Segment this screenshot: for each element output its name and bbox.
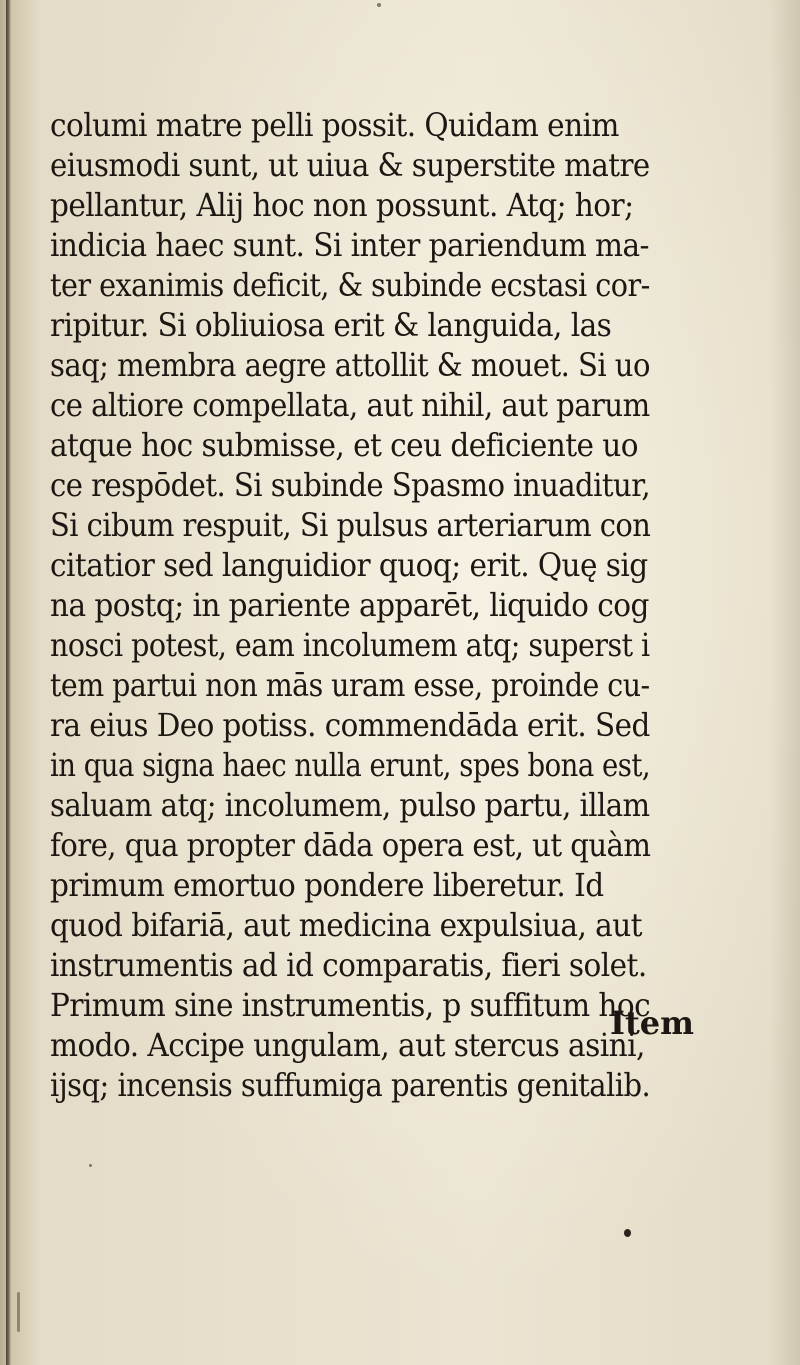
text-line: ter exanimis deficit, & subinde ecstasi cor- bbox=[50, 266, 650, 304]
text-line: eiusmodi sunt, ut uiua & superstite matre bbox=[50, 146, 650, 184]
page-edge-shadow bbox=[770, 0, 800, 1365]
text-line: modo. Accipe ungulam, aut stercus asini, bbox=[50, 1026, 645, 1064]
text-line: atque hoc submisse, et ceu deficiente uo bbox=[50, 426, 639, 464]
text-line: na postq; in pariente apparēt, liquido cog bbox=[50, 586, 649, 624]
text-line: fore, qua propter dāda opera est, ut quàm bbox=[50, 826, 651, 864]
text-line: tem partui non mās uram esse, proinde cu- bbox=[50, 666, 650, 704]
text-line: saluam atq; incolumem, pulso partu, illam bbox=[50, 786, 650, 824]
text-line: instrumentis ad id comparatis, fieri solet. bbox=[50, 946, 647, 984]
text-line: primum emortuo pondere liberetur. Id bbox=[50, 866, 604, 904]
paper-speck bbox=[89, 1164, 92, 1167]
text-line: ce respōdet. Si subinde Spasmo inuaditur, bbox=[50, 466, 651, 504]
text-block bbox=[50, 105, 700, 1105]
text-line: quod bifariā, aut medicina expulsiua, aut bbox=[50, 906, 642, 944]
ink-dot bbox=[624, 1229, 631, 1237]
text-line: ijsq; incensis suffumiga parentis genitalib. bbox=[50, 1066, 651, 1104]
text-line: columi matre pelli possit. Quidam enim bbox=[50, 106, 619, 144]
text-line: indicia haec sunt. Si inter pariendum ma- bbox=[50, 226, 649, 264]
text-line: ra eius Deo potiss. commendāda erit. Sed bbox=[50, 706, 650, 744]
catchword: Item bbox=[610, 1004, 694, 1042]
text-line: Si cibum respuit, Si pulsus arteriarum con bbox=[50, 506, 651, 544]
text-line: saq; membra aegre attollit & mouet. Si uo bbox=[50, 346, 650, 384]
text-line: in qua signa haec nulla erunt, spes bona est, bbox=[50, 746, 651, 784]
text-line: ripitur. Si obliuiosa erit & languida, las bbox=[50, 306, 612, 344]
text-line: pellantur, Alij hoc non possunt. Atq; hor; bbox=[50, 186, 634, 224]
text-line: ce altiore compellata, aut nihil, aut parum bbox=[50, 386, 650, 424]
paper-speck bbox=[17, 1292, 20, 1332]
text-line: nosci potest, eam incolumem atq; superst i bbox=[50, 626, 650, 664]
binding-gutter bbox=[6, 0, 11, 1365]
paper-speck bbox=[377, 3, 381, 7]
text-line: Primum sine instrumentis, p suffitum hoc bbox=[50, 986, 651, 1024]
text-line: citatior sed languidior quoq; erit. Quę sig bbox=[50, 546, 648, 584]
